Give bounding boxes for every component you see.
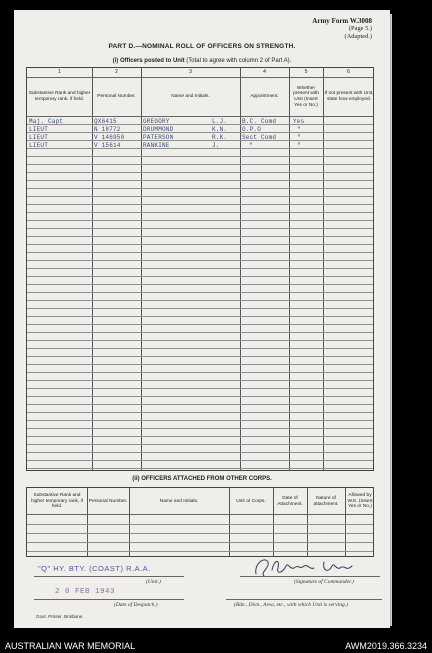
row-rule xyxy=(27,204,373,205)
row-rule xyxy=(27,396,373,397)
column-number: 3 xyxy=(189,69,192,75)
row-rule xyxy=(27,260,373,261)
date-line xyxy=(34,599,184,600)
row-rule xyxy=(27,212,373,213)
row-rule xyxy=(27,388,373,389)
entry-rank: LIEUT xyxy=(29,134,49,141)
attached-header-date: Date of Attachment. xyxy=(277,495,303,507)
entry-number: V 15614 xyxy=(94,142,121,149)
header-rule xyxy=(27,514,373,515)
entry-number: QX6415 xyxy=(94,118,117,125)
column-divider xyxy=(323,68,324,470)
attached-header-nature: Nature of attachment. xyxy=(313,495,339,507)
part-title: PART D.—NOMINAL ROLL OF OFFICERS ON STRENGTH. xyxy=(108,43,296,50)
row-rule xyxy=(27,412,373,413)
header-rule xyxy=(27,116,373,117)
entry-name: PATERSON xyxy=(143,134,174,141)
row-rule xyxy=(27,308,373,309)
entry-number: N 18772 xyxy=(94,126,121,133)
row-rule xyxy=(27,404,373,405)
row-rule xyxy=(27,436,373,437)
row-rule xyxy=(27,180,373,181)
column-header-rank: Substantive Rank and higher temporary rank, if held. xyxy=(28,91,91,102)
row-rule xyxy=(27,524,373,525)
entry-present: " xyxy=(297,134,301,141)
row-rule xyxy=(27,372,373,373)
row-rule xyxy=(27,533,373,534)
entry-initials: K.N. xyxy=(212,126,228,133)
entry-initials: R.K. xyxy=(212,134,228,141)
column-header-number: Personal Number. xyxy=(97,94,136,100)
row-rule xyxy=(27,356,373,357)
date-stamp: 2 0 FEB 1943 xyxy=(55,588,116,596)
column-header-employment: If not present with Unit, state how employed. xyxy=(324,91,374,102)
row-rule xyxy=(27,460,373,461)
entry-appointment: G.P.O xyxy=(242,126,262,133)
row-rule xyxy=(27,380,373,381)
row-rule xyxy=(27,364,373,365)
entry-name: GREGORY xyxy=(143,118,170,125)
row-rule xyxy=(27,316,373,317)
entry-rank: LIEUT xyxy=(29,142,49,149)
row-rule xyxy=(27,268,373,269)
row-rule xyxy=(27,300,373,301)
row-rule xyxy=(27,148,373,149)
row-rule xyxy=(27,452,373,453)
column-divider xyxy=(141,68,142,470)
row-rule xyxy=(27,172,373,173)
row-rule xyxy=(27,468,373,469)
entry-appointment: Sect Comd xyxy=(242,134,277,141)
row-rule xyxy=(27,252,373,253)
column-number: 1 xyxy=(58,69,61,75)
entry-present: Yes xyxy=(293,118,305,125)
entry-name: DRUMMOND xyxy=(143,126,174,133)
signature-line xyxy=(240,576,380,577)
officers-posted-table xyxy=(26,67,374,471)
column-number: 2 xyxy=(115,69,118,75)
section-two-title: (ii) OFFICERS ATTACHED FROM OTHER CORPS. xyxy=(132,476,272,482)
area-line xyxy=(226,599,382,600)
column-header-present: Whether present with Unit (Insert Yes or No.) xyxy=(293,85,319,108)
column-number: 6 xyxy=(347,69,350,75)
column-number: 5 xyxy=(304,69,308,75)
row-rule xyxy=(27,196,373,197)
entry-appointment: B.C. Comd xyxy=(242,118,277,125)
officers-attached-table xyxy=(26,487,374,557)
row-rule xyxy=(27,348,373,349)
unit-line xyxy=(34,576,184,577)
row-rule xyxy=(27,188,373,189)
entry-initials: L.J. xyxy=(212,118,228,125)
form-page: (Page 5.) xyxy=(348,25,372,32)
entry-initials: J. xyxy=(212,142,220,149)
column-header-name: Name and Initials. xyxy=(171,94,210,100)
printer-imprint: Govt. Printer, Brisbane. xyxy=(36,614,84,619)
area-caption: (Bde., Divn., Area, etc., with which Unit is serving.) xyxy=(234,602,348,608)
entry-rank: Maj. Capt xyxy=(29,118,64,125)
row-rule xyxy=(27,276,373,277)
row-rule xyxy=(27,324,373,325)
row-rule xyxy=(27,332,373,333)
column-number: 4 xyxy=(263,69,266,75)
section-one-note: (Total to agree with column 2 of Part A). xyxy=(186,58,292,64)
form-number: Army Form W.3008 xyxy=(312,17,372,25)
attached-header-number: Personal Number. xyxy=(88,498,128,504)
entry-rank: LIEUT xyxy=(29,126,49,133)
entry-present: " xyxy=(297,126,301,133)
date-caption: (Date of Despatch.) xyxy=(114,602,158,608)
row-rule xyxy=(27,420,373,421)
section-one-label: (i) Officers posted to Unit xyxy=(112,58,185,64)
row-rule xyxy=(27,428,373,429)
row-rule xyxy=(27,220,373,221)
entry-appointment: " xyxy=(249,142,253,149)
row-rule xyxy=(27,140,373,141)
section-one-title xyxy=(14,58,390,64)
attached-header-name: Name and Initials. xyxy=(159,498,199,504)
column-divider xyxy=(92,68,93,470)
row-rule xyxy=(27,284,373,285)
entry-name: RANKINE xyxy=(143,142,170,149)
row-rule xyxy=(27,244,373,245)
unit-caption: (Unit.) xyxy=(146,579,161,585)
attached-header-rank: Substantive Rank and higher temporary rank, if held. xyxy=(31,493,83,510)
row-rule xyxy=(27,542,373,543)
column-divider xyxy=(240,68,241,470)
form-sheet xyxy=(14,10,390,628)
attached-header-allowed: Allowed by W.E. (Insert Yes or No.) xyxy=(347,493,373,510)
entry-number: V 146950 xyxy=(94,134,125,141)
column-divider xyxy=(289,68,290,470)
attached-header-unit: Unit or Corps. xyxy=(236,498,266,504)
row-rule xyxy=(27,164,373,165)
row-rule xyxy=(27,236,373,237)
column-header-appointment: Appointment. xyxy=(250,94,279,100)
signature-caption: (Signature of Commander.) xyxy=(294,579,354,585)
row-rule xyxy=(27,292,373,293)
row-rule xyxy=(27,340,373,341)
unit-stamp: "Q" HY. BTY. (COAST) R.A.A. xyxy=(38,564,151,573)
form-adapted: (Adapted.) xyxy=(344,33,372,40)
row-rule xyxy=(27,124,373,125)
row-rule xyxy=(27,156,373,157)
row-rule xyxy=(27,444,373,445)
archive-institution: AUSTRALIAN WAR MEMORIAL xyxy=(5,641,136,651)
row-rule xyxy=(27,132,373,133)
entry-present: " xyxy=(297,142,301,149)
row-rule xyxy=(27,228,373,229)
form-number-block xyxy=(312,17,372,41)
archive-reference: AWM2019.366.3234 xyxy=(345,641,427,651)
